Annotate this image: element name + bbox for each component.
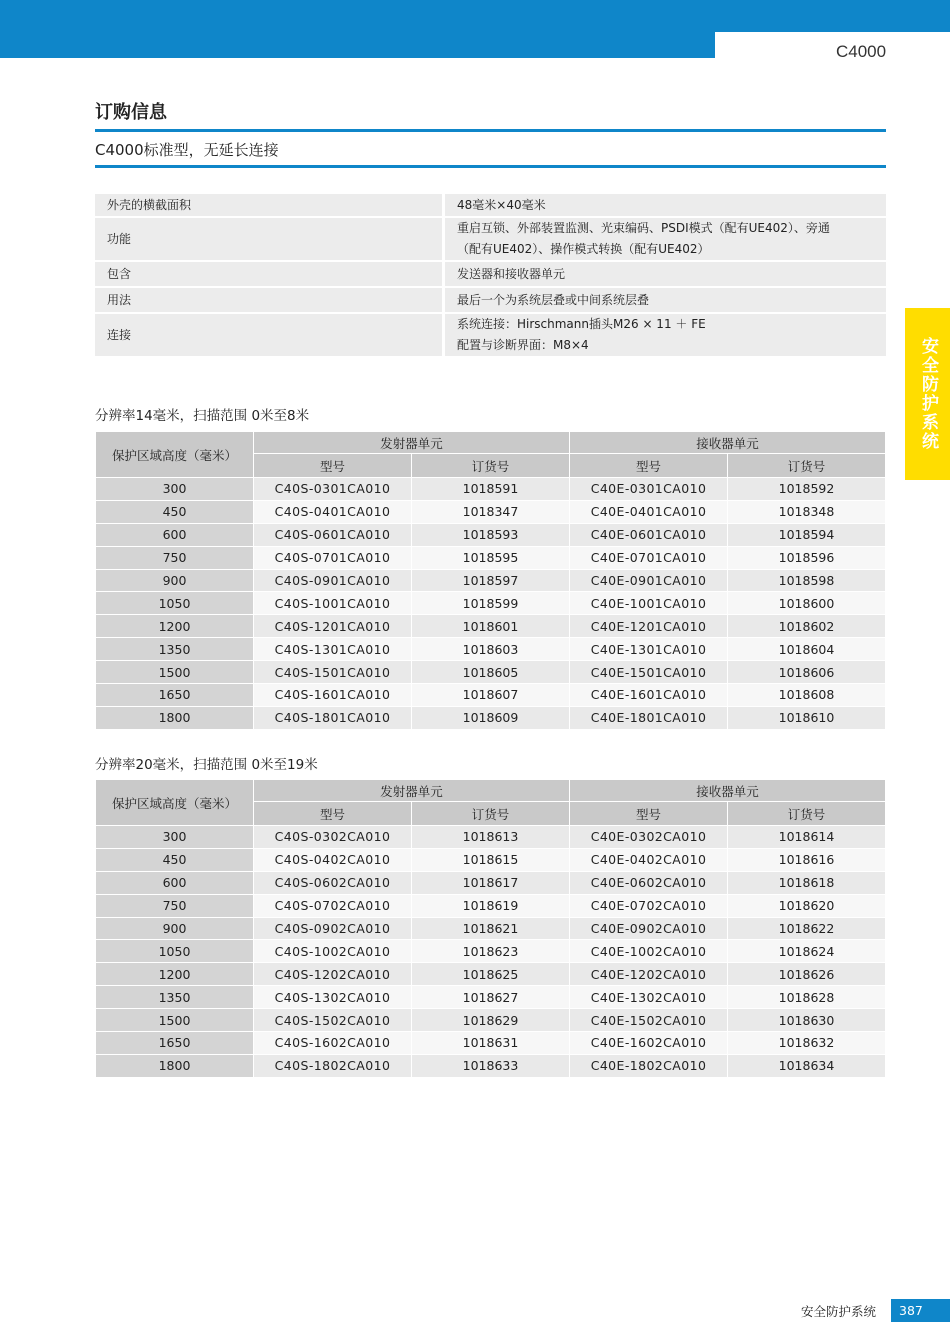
spec-value [444, 194, 887, 217]
receiver-order-cell: 1018618 [728, 871, 886, 894]
table-row [96, 848, 886, 871]
col-receiver-order: 订货号 [728, 802, 886, 826]
sender-order-cell: 1018613 [412, 826, 570, 849]
col-sender-order: 订货号 [412, 454, 570, 478]
height-cell: 1500 [96, 1009, 254, 1032]
receiver-model-cell: C40E-1201CA010 [570, 615, 728, 638]
receiver-order-cell: 1018630 [728, 1009, 886, 1032]
height-cell: 1800 [96, 706, 254, 729]
receiver-model-cell: C40E-1301CA010 [570, 638, 728, 661]
receiver-model-cell: C40E-0301CA010 [570, 478, 728, 501]
table-heading-20mm: 分辨率20毫米，扫描范围 0米至19米 [95, 757, 318, 773]
table-row [96, 592, 886, 615]
table-row [96, 826, 886, 849]
title-rule [95, 129, 886, 132]
sender-model-cell: C40S-1001CA010 [254, 592, 412, 615]
col-receiver-header: 接收器单元 [570, 780, 886, 802]
spec-value-line: 48毫米×40毫米 [457, 197, 546, 212]
col-sender-model: 型号 [254, 454, 412, 478]
height-cell: 1350 [96, 986, 254, 1009]
receiver-order-cell: 1018348 [728, 500, 886, 523]
receiver-order-cell: 1018604 [728, 638, 886, 661]
order-table-14mm [95, 431, 886, 730]
height-cell: 1050 [96, 592, 254, 615]
spec-value-line: 发送器和接收器单元 [457, 266, 566, 281]
spec-value-line: 系统连接：Hirschmann插头M26 × 11 ＋ FE [457, 317, 706, 331]
col-receiver-model: 型号 [570, 802, 728, 826]
sender-order-cell: 1018629 [412, 1009, 570, 1032]
sender-model-cell: C40S-1201CA010 [254, 615, 412, 638]
receiver-order-cell: 1018608 [728, 684, 886, 707]
height-cell: 750 [96, 894, 254, 917]
col-sender-order: 订货号 [412, 802, 570, 826]
sender-model-cell: C40S-1202CA010 [254, 963, 412, 986]
sender-model-cell: C40S-1601CA010 [254, 684, 412, 707]
spec-row [95, 287, 886, 313]
sender-order-cell: 1018601 [412, 615, 570, 638]
col-receiver-order: 订货号 [728, 454, 886, 478]
height-cell: 900 [96, 917, 254, 940]
table-row [96, 546, 886, 569]
sender-order-cell: 1018631 [412, 1032, 570, 1055]
sender-order-cell: 1018615 [412, 848, 570, 871]
receiver-order-cell: 1018594 [728, 523, 886, 546]
receiver-order-cell: 1018592 [728, 478, 886, 501]
sender-model-cell: C40S-0901CA010 [254, 569, 412, 592]
col-sender-header: 发射器单元 [254, 780, 570, 802]
table-row [96, 500, 886, 523]
receiver-model-cell: C40E-1602CA010 [570, 1032, 728, 1055]
sender-order-cell: 1018597 [412, 569, 570, 592]
sender-order-cell: 1018603 [412, 638, 570, 661]
height-cell: 750 [96, 546, 254, 569]
sender-model-cell: C40S-1002CA010 [254, 940, 412, 963]
spec-value-line: 重启互锁、外部装置监测、光束编码、PSDI模式（配有UE402）、旁通 [457, 221, 830, 235]
header-notch [715, 32, 950, 58]
sender-model-cell: C40S-1502CA010 [254, 1009, 412, 1032]
height-cell: 600 [96, 871, 254, 894]
sender-order-cell: 1018593 [412, 523, 570, 546]
spec-key: 功能 [95, 217, 444, 261]
sender-order-cell: 1018623 [412, 940, 570, 963]
height-cell: 300 [96, 826, 254, 849]
height-cell: 1800 [96, 1054, 254, 1077]
receiver-model-cell: C40E-1801CA010 [570, 706, 728, 729]
spec-key: 用法 [95, 287, 444, 313]
spec-value [444, 287, 887, 313]
height-cell: 1200 [96, 963, 254, 986]
receiver-model-cell: C40E-0701CA010 [570, 546, 728, 569]
sender-model-cell: C40S-0701CA010 [254, 546, 412, 569]
table-row [96, 638, 886, 661]
receiver-model-cell: C40E-0402CA010 [570, 848, 728, 871]
spec-value-line: （配有UE402）、操作模式转换（配有UE402） [457, 242, 710, 256]
sender-model-cell: C40S-0301CA010 [254, 478, 412, 501]
table-row [96, 963, 886, 986]
subtitle-rule [95, 165, 886, 168]
sender-model-cell: C40S-0601CA010 [254, 523, 412, 546]
spec-value [444, 313, 887, 357]
receiver-order-cell: 1018628 [728, 986, 886, 1009]
table-row [96, 871, 886, 894]
sender-model-cell: C40S-1501CA010 [254, 661, 412, 684]
sender-model-cell: C40S-1301CA010 [254, 638, 412, 661]
table-row [96, 940, 886, 963]
receiver-model-cell: C40E-1501CA010 [570, 661, 728, 684]
sender-model-cell: C40S-0602CA010 [254, 871, 412, 894]
height-cell: 1650 [96, 684, 254, 707]
receiver-order-cell: 1018598 [728, 569, 886, 592]
height-cell: 300 [96, 478, 254, 501]
sender-order-cell: 1018617 [412, 871, 570, 894]
spec-value-line: 最后一个为系统层叠或中间系统层叠 [457, 292, 650, 307]
col-height-header: 保护区域高度（毫米） [96, 432, 254, 478]
receiver-model-cell: C40E-1001CA010 [570, 592, 728, 615]
receiver-model-cell: C40E-1601CA010 [570, 684, 728, 707]
spec-value [444, 217, 887, 261]
footer-section: 安全防护系统 [801, 1304, 877, 1319]
receiver-order-cell: 1018606 [728, 661, 886, 684]
spec-value-line: 配置与诊断界面：M8×4 [457, 338, 589, 352]
sender-model-cell: C40S-0401CA010 [254, 500, 412, 523]
height-cell: 900 [96, 569, 254, 592]
receiver-order-cell: 1018600 [728, 592, 886, 615]
receiver-model-cell: C40E-0601CA010 [570, 523, 728, 546]
table-row [96, 569, 886, 592]
sender-order-cell: 1018625 [412, 963, 570, 986]
receiver-order-cell: 1018634 [728, 1054, 886, 1077]
receiver-model-cell: C40E-0401CA010 [570, 500, 728, 523]
sender-model-cell: C40S-1801CA010 [254, 706, 412, 729]
receiver-order-cell: 1018626 [728, 963, 886, 986]
height-cell: 1050 [96, 940, 254, 963]
sender-order-cell: 1018633 [412, 1054, 570, 1077]
receiver-order-cell: 1018610 [728, 706, 886, 729]
sender-model-cell: C40S-1602CA010 [254, 1032, 412, 1055]
height-cell: 1200 [96, 615, 254, 638]
receiver-order-cell: 1018622 [728, 917, 886, 940]
spec-row [95, 261, 886, 287]
spec-value [444, 261, 887, 287]
table-row [96, 478, 886, 501]
table-row [96, 1032, 886, 1055]
table-heading-14mm: 分辨率14毫米，扫描范围 0米至8米 [95, 408, 310, 424]
spec-key: 外壳的横截面积 [95, 194, 444, 217]
spec-row [95, 217, 886, 261]
sender-order-cell: 1018591 [412, 478, 570, 501]
col-sender-model: 型号 [254, 802, 412, 826]
receiver-order-cell: 1018624 [728, 940, 886, 963]
receiver-model-cell: C40E-1502CA010 [570, 1009, 728, 1032]
receiver-order-cell: 1018620 [728, 894, 886, 917]
sender-order-cell: 1018621 [412, 917, 570, 940]
sender-order-cell: 1018619 [412, 894, 570, 917]
sender-model-cell: C40S-0702CA010 [254, 894, 412, 917]
height-cell: 450 [96, 500, 254, 523]
receiver-model-cell: C40E-1202CA010 [570, 963, 728, 986]
sender-model-cell: C40S-1802CA010 [254, 1054, 412, 1077]
sender-model-cell: C40S-0302CA010 [254, 826, 412, 849]
sender-model-cell: C40S-0402CA010 [254, 848, 412, 871]
receiver-model-cell: C40E-1302CA010 [570, 986, 728, 1009]
spec-key: 连接 [95, 313, 444, 357]
table-row [96, 1054, 886, 1077]
subtitle: C4000标准型，无延长连接 [95, 141, 279, 159]
sender-order-cell: 1018599 [412, 592, 570, 615]
spec-row [95, 194, 886, 217]
spec-row [95, 313, 886, 357]
receiver-order-cell: 1018614 [728, 826, 886, 849]
receiver-order-cell: 1018602 [728, 615, 886, 638]
section-title: 订购信息 [95, 102, 167, 123]
table-row [96, 661, 886, 684]
receiver-order-cell: 1018596 [728, 546, 886, 569]
side-tab: 安全防护系统 [905, 308, 950, 480]
sender-order-cell: 1018347 [412, 500, 570, 523]
sender-order-cell: 1018595 [412, 546, 570, 569]
table-row [96, 894, 886, 917]
receiver-order-cell: 1018616 [728, 848, 886, 871]
col-receiver-header: 接收器单元 [570, 432, 886, 454]
sender-order-cell: 1018607 [412, 684, 570, 707]
page-number: 387 [891, 1299, 950, 1322]
height-cell: 1350 [96, 638, 254, 661]
sender-order-cell: 1018609 [412, 706, 570, 729]
table-row [96, 917, 886, 940]
height-cell: 600 [96, 523, 254, 546]
col-height-header: 保护区域高度（毫米） [96, 780, 254, 826]
order-table-20mm [95, 779, 886, 1078]
receiver-model-cell: C40E-0901CA010 [570, 569, 728, 592]
receiver-order-cell: 1018632 [728, 1032, 886, 1055]
col-receiver-model: 型号 [570, 454, 728, 478]
sender-order-cell: 1018605 [412, 661, 570, 684]
spec-table [95, 194, 886, 358]
spec-key: 包含 [95, 261, 444, 287]
col-sender-header: 发射器单元 [254, 432, 570, 454]
height-cell: 450 [96, 848, 254, 871]
receiver-model-cell: C40E-1002CA010 [570, 940, 728, 963]
table-row [96, 523, 886, 546]
sender-model-cell: C40S-0902CA010 [254, 917, 412, 940]
height-cell: 1500 [96, 661, 254, 684]
table-row [96, 706, 886, 729]
receiver-model-cell: C40E-0602CA010 [570, 871, 728, 894]
sender-model-cell: C40S-1302CA010 [254, 986, 412, 1009]
receiver-model-cell: C40E-0902CA010 [570, 917, 728, 940]
model-tag: C4000 [836, 42, 887, 61]
height-cell: 1650 [96, 1032, 254, 1055]
receiver-model-cell: C40E-0302CA010 [570, 826, 728, 849]
receiver-model-cell: C40E-0702CA010 [570, 894, 728, 917]
table-row [96, 615, 886, 638]
table-row [96, 986, 886, 1009]
sender-order-cell: 1018627 [412, 986, 570, 1009]
receiver-model-cell: C40E-1802CA010 [570, 1054, 728, 1077]
table-row [96, 1009, 886, 1032]
table-row [96, 684, 886, 707]
